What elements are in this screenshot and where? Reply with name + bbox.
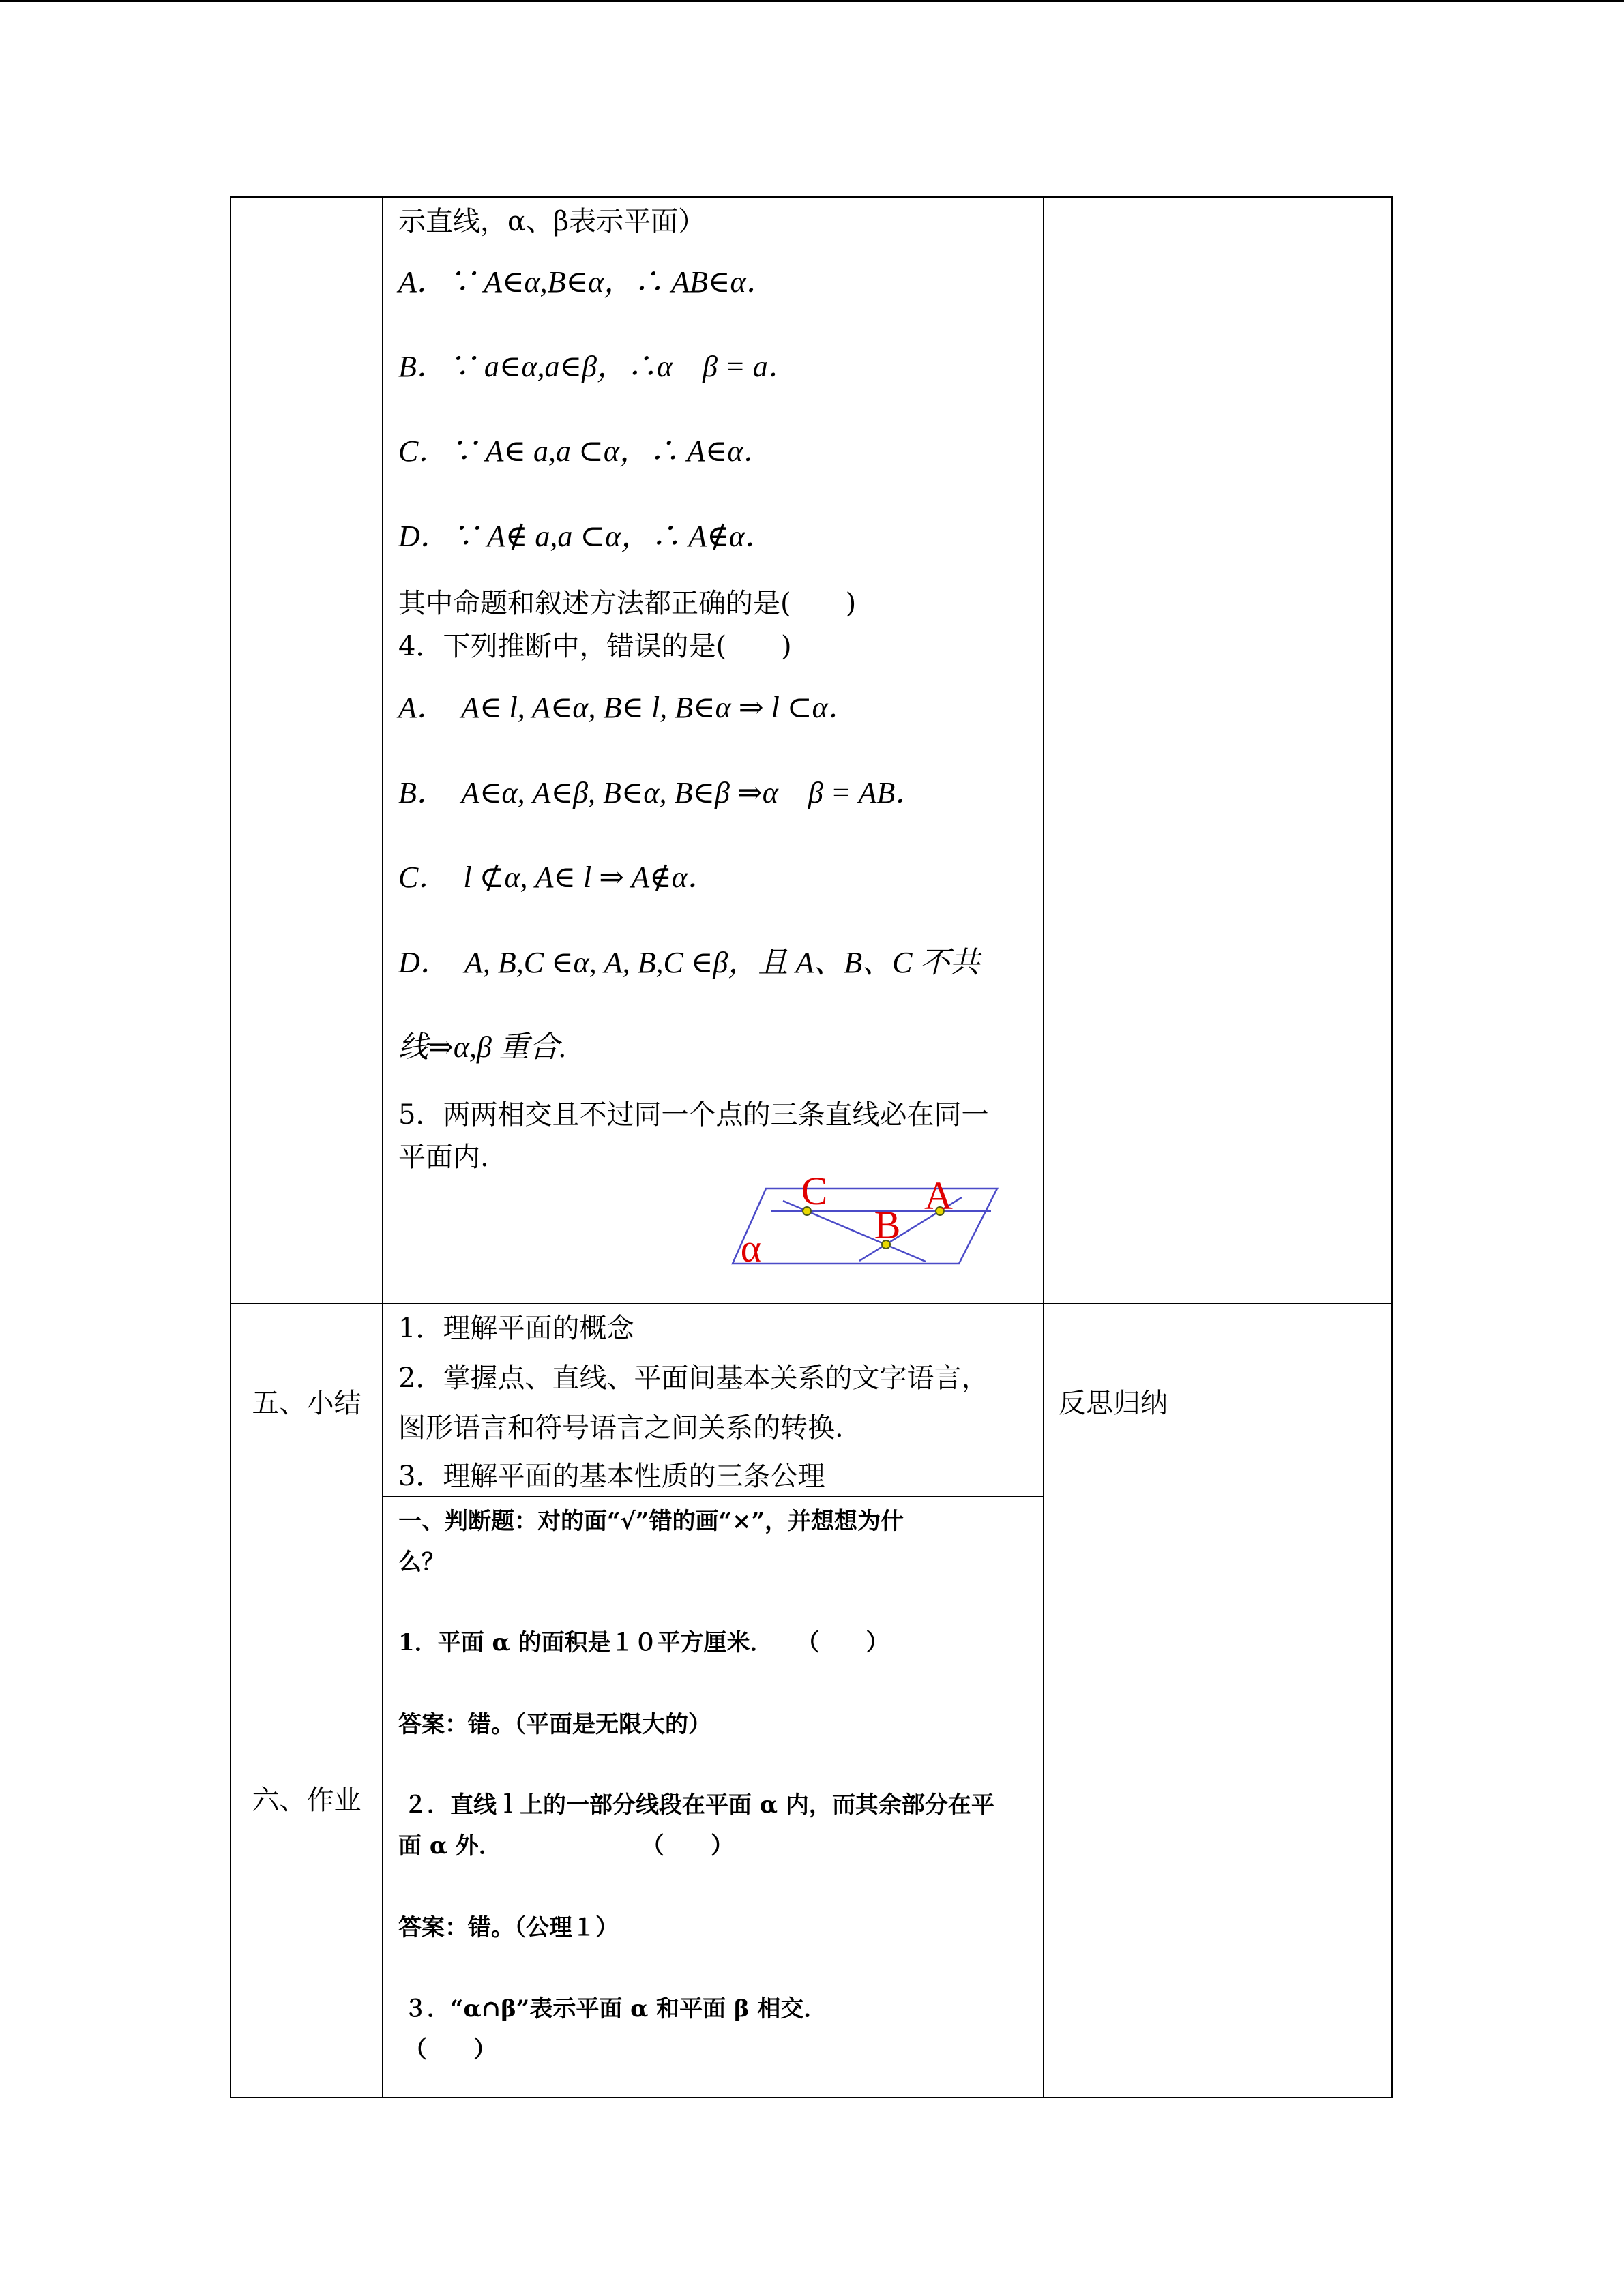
homework-heading: 一、判断题：对的面“√”错的画“×”，并想想为什: [398, 1508, 904, 1535]
q4-option-d-continued: 线⇒α,β 重合.: [398, 1030, 567, 1064]
q4-option-b: B． A∈α, A∈β, B∈α, B∈β ⇒α β = AB．: [398, 776, 926, 809]
content-cell-practice: [382, 196, 1044, 1304]
q4-option-c: C． l ⊄α, A∈ l ⇒ A∉α．: [398, 861, 718, 894]
homework-q3: ３．“α∩β”表示平面 α 和平面 β 相交．: [404, 1995, 827, 2023]
content-cell-homework: [382, 1496, 1044, 2098]
homework-heading-continued: 么？: [398, 1549, 445, 1576]
stage-cell-summary-homework: [230, 1303, 383, 2098]
q3-prompt: 其中命题和叙述方法都正确的是( ): [398, 588, 857, 619]
summary-point-2: 2．掌握点、直线、平面间基本关系的文字语言，: [398, 1362, 989, 1394]
q3-option-a: A．∵ A∈α,B∈α，∴ AB∈α．: [398, 265, 776, 299]
stage-homework: 六、作业: [252, 1785, 361, 1816]
homework-q2-continued: 面 α 外． （ ）: [398, 1832, 734, 1860]
stage-summary: 五、小结: [252, 1388, 361, 1419]
summary-point-3: 3．理解平面的基本性质的三条公理: [398, 1461, 825, 1492]
content-cell-summary: [382, 1303, 1044, 1497]
stage-cell-practice: [230, 196, 383, 1304]
summary-point-1: 1．理解平面的概念: [398, 1313, 634, 1344]
label-plane-alpha: α: [740, 1226, 762, 1270]
label-a: A: [924, 1174, 953, 1218]
q4-option-d: D． A, B,C ∈α, A, B,C ∈β，且 A、B、C 不共: [398, 946, 980, 979]
example-5-text: 5．两两相交且不过同一个点的三条直线必在同一: [398, 1099, 989, 1131]
homework-q3-blank: （ ）: [404, 2036, 497, 2063]
q4-option-a: A． A∈ l, A∈α, B∈ l, B∈α ⇒ l ⊂α．: [398, 691, 858, 724]
homework-q2-answer: 答案：错。（公理１）: [398, 1914, 619, 1941]
q3-option-d: D．∵ A∉ a,a ⊂α，∴ A∉α．: [398, 520, 775, 553]
question-4-stem: 4．下列推断中，错误的是( ): [398, 631, 792, 662]
page-top-rule: [0, 0, 1624, 2]
three-lines-plane-diagram: [723, 1159, 1009, 1279]
summary-point-2-continued: 图形语言和符号语言之间关系的转换.: [398, 1412, 844, 1444]
note-cell-summary-homework: [1043, 1303, 1393, 2098]
label-c: C: [801, 1169, 828, 1213]
homework-q1-answer: 答案：错。（平面是无限大的）: [398, 1711, 711, 1738]
question-3-continuation: 示直线，α、β表示平面）: [398, 206, 706, 237]
q3-option-b: B．∵ a∈α,a∈β，∴α β = a．: [398, 350, 798, 383]
q3-option-c: C．∵ A∈ a,a ⊂α，∴ A∈α．: [398, 434, 773, 468]
label-b: B: [874, 1203, 901, 1247]
note-cell-practice: [1043, 196, 1393, 1304]
homework-q2: ２．直线ｌ上的一部分线段在平面 α 内，而其余部分在平: [404, 1791, 994, 1819]
example-5-text-continued: 平面内.: [398, 1142, 489, 1173]
reflection-note: 反思归纳: [1059, 1388, 1168, 1419]
homework-q1: 1．平面 α 的面积是１０平方厘米． （ ）: [398, 1629, 889, 1656]
